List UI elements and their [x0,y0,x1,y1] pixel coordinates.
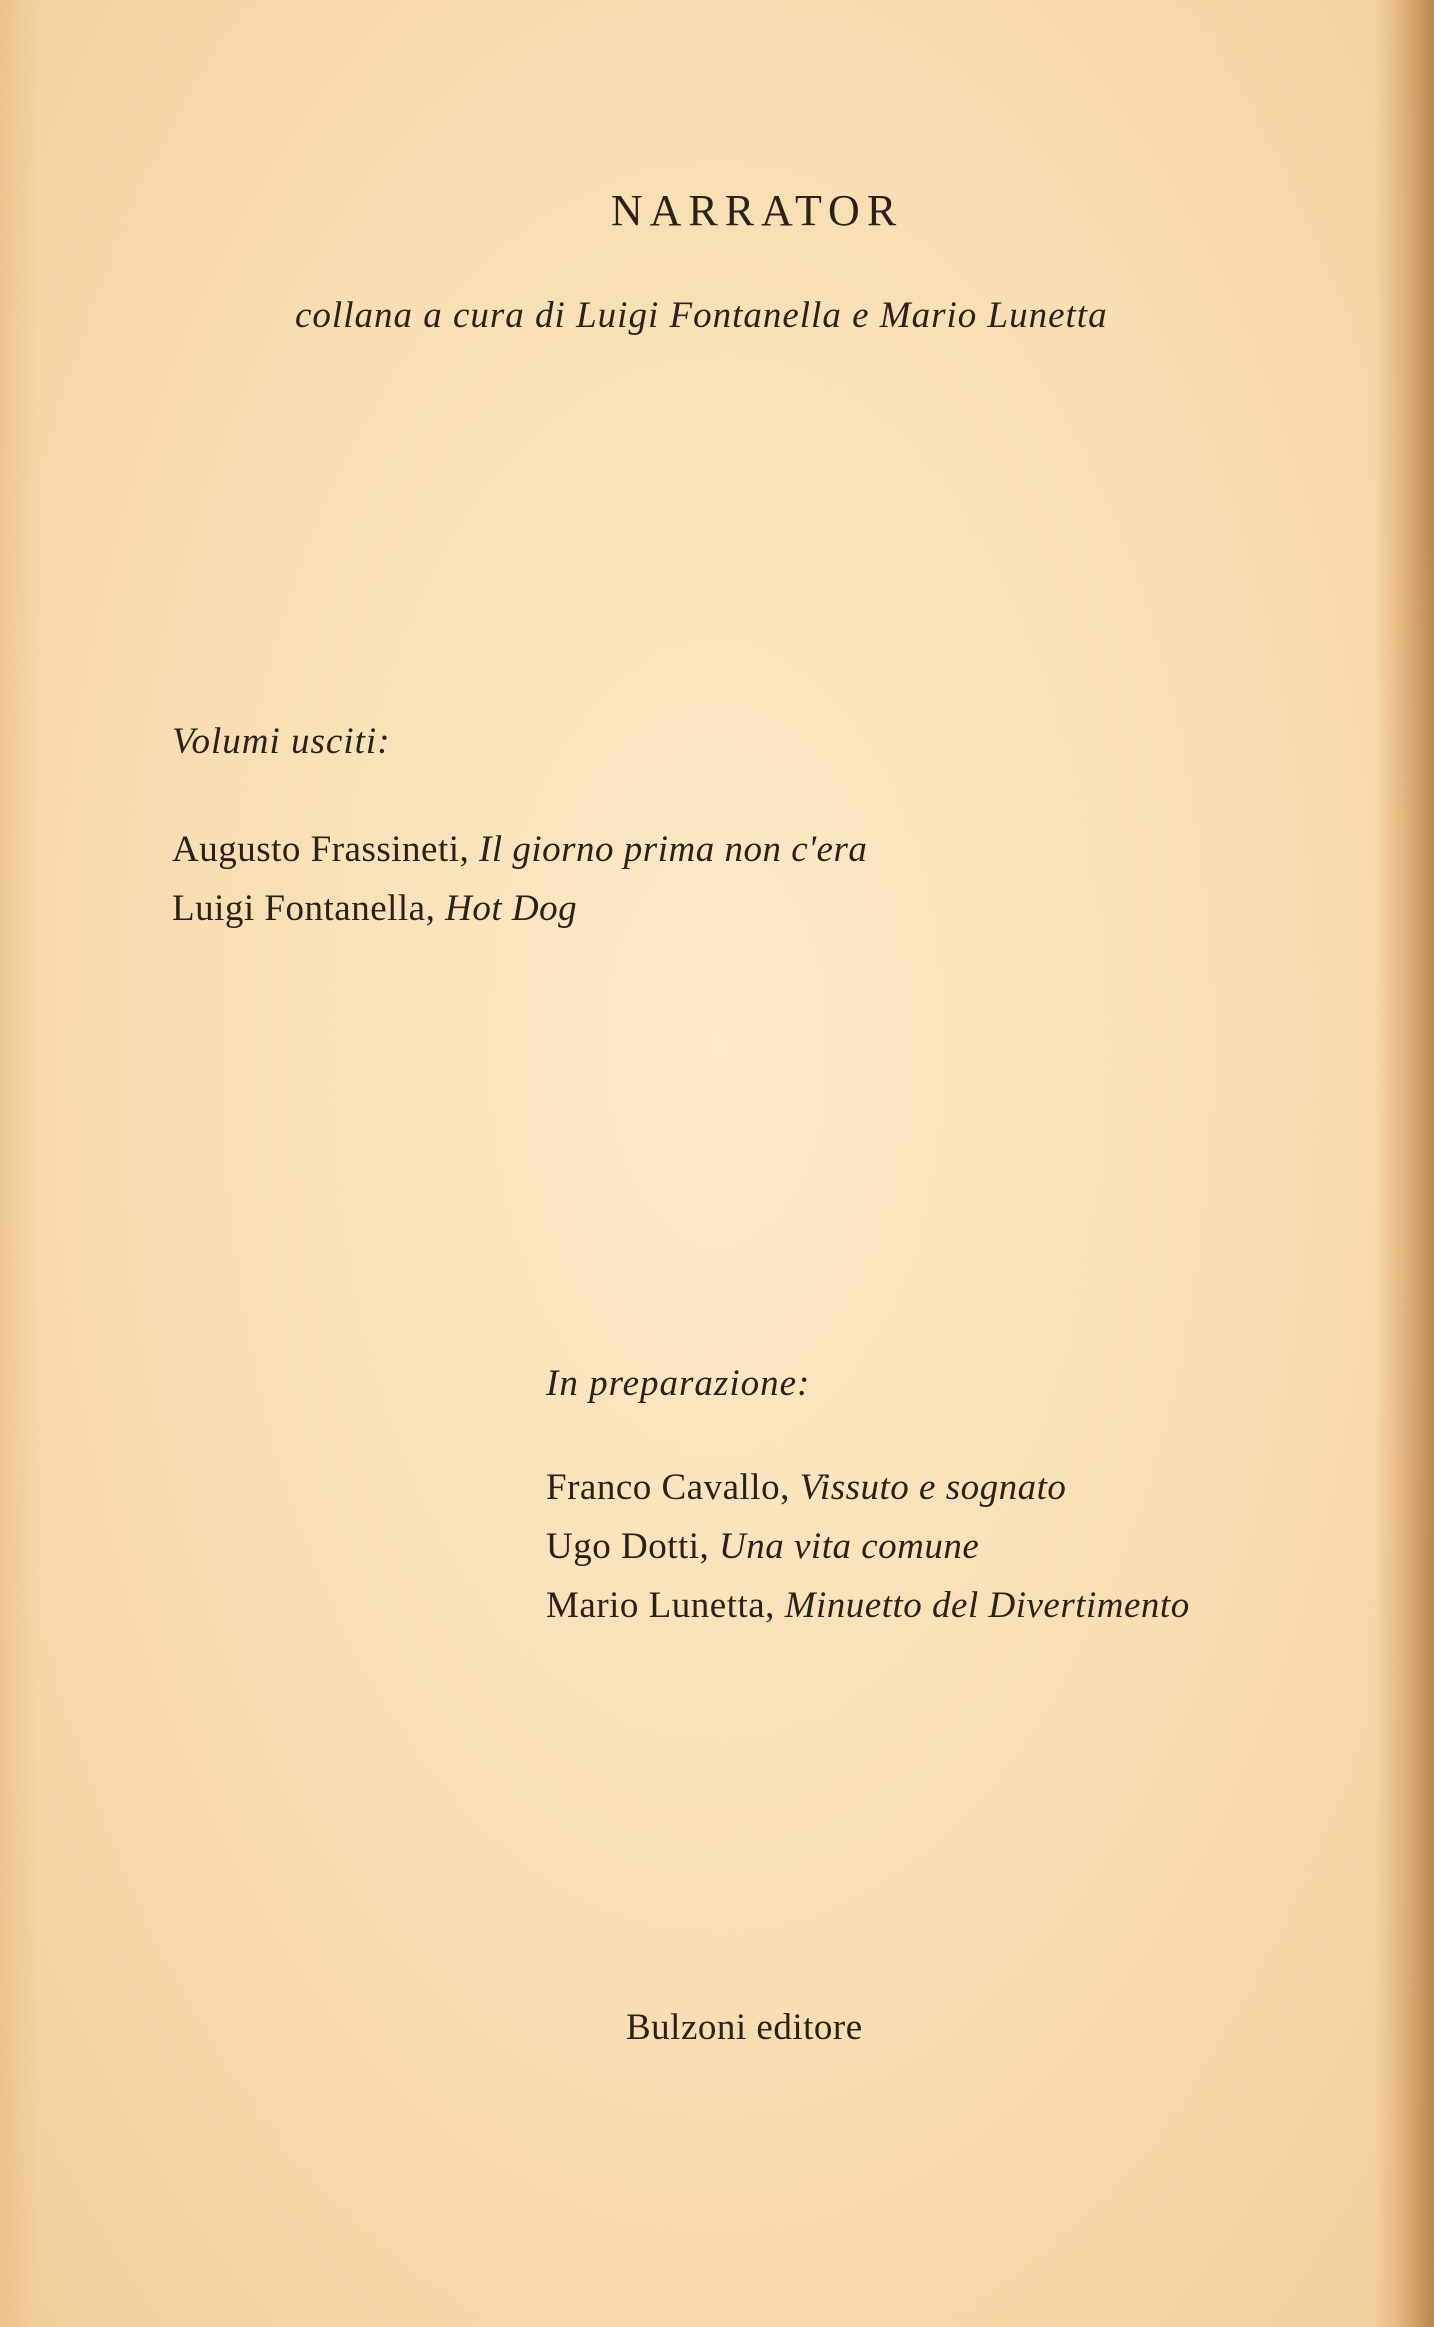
published-volumes-heading: Volumi usciti: [172,721,391,762]
entry-author: Mario Lunetta, [546,1585,785,1626]
publisher-name: Bulzoni editore [626,2007,863,2048]
entry-title: Il giorno prima non c'era [479,829,868,870]
series-editors: collana a cura di Luigi Fontanella e Mario Lunetta [295,295,1108,336]
upcoming-volumes-list [546,1458,1190,1635]
page-left-shading [0,0,40,2327]
upcoming-volumes-heading: In preparazione: [546,1363,811,1404]
entry-title: Vissuto e sognato [799,1467,1067,1508]
entry-author: Luigi Fontanella, [172,888,446,929]
list-item [546,1576,1190,1635]
entry-title: Una vita comune [719,1526,980,1567]
entry-author: Franco Cavallo, [546,1467,800,1508]
list-item [172,820,867,879]
list-item [546,1458,1190,1517]
entry-title: Hot Dog [445,888,578,929]
list-item [546,1517,1190,1576]
page-right-edge-shading [1374,0,1434,2327]
series-title: NARRATOR [610,186,904,235]
entry-title: Minuetto del Divertimento [784,1585,1190,1626]
entry-author: Ugo Dotti, [546,1526,720,1567]
published-volumes-list [172,820,867,938]
entry-author: Augusto Frassineti, [172,829,480,870]
list-item [172,879,867,938]
